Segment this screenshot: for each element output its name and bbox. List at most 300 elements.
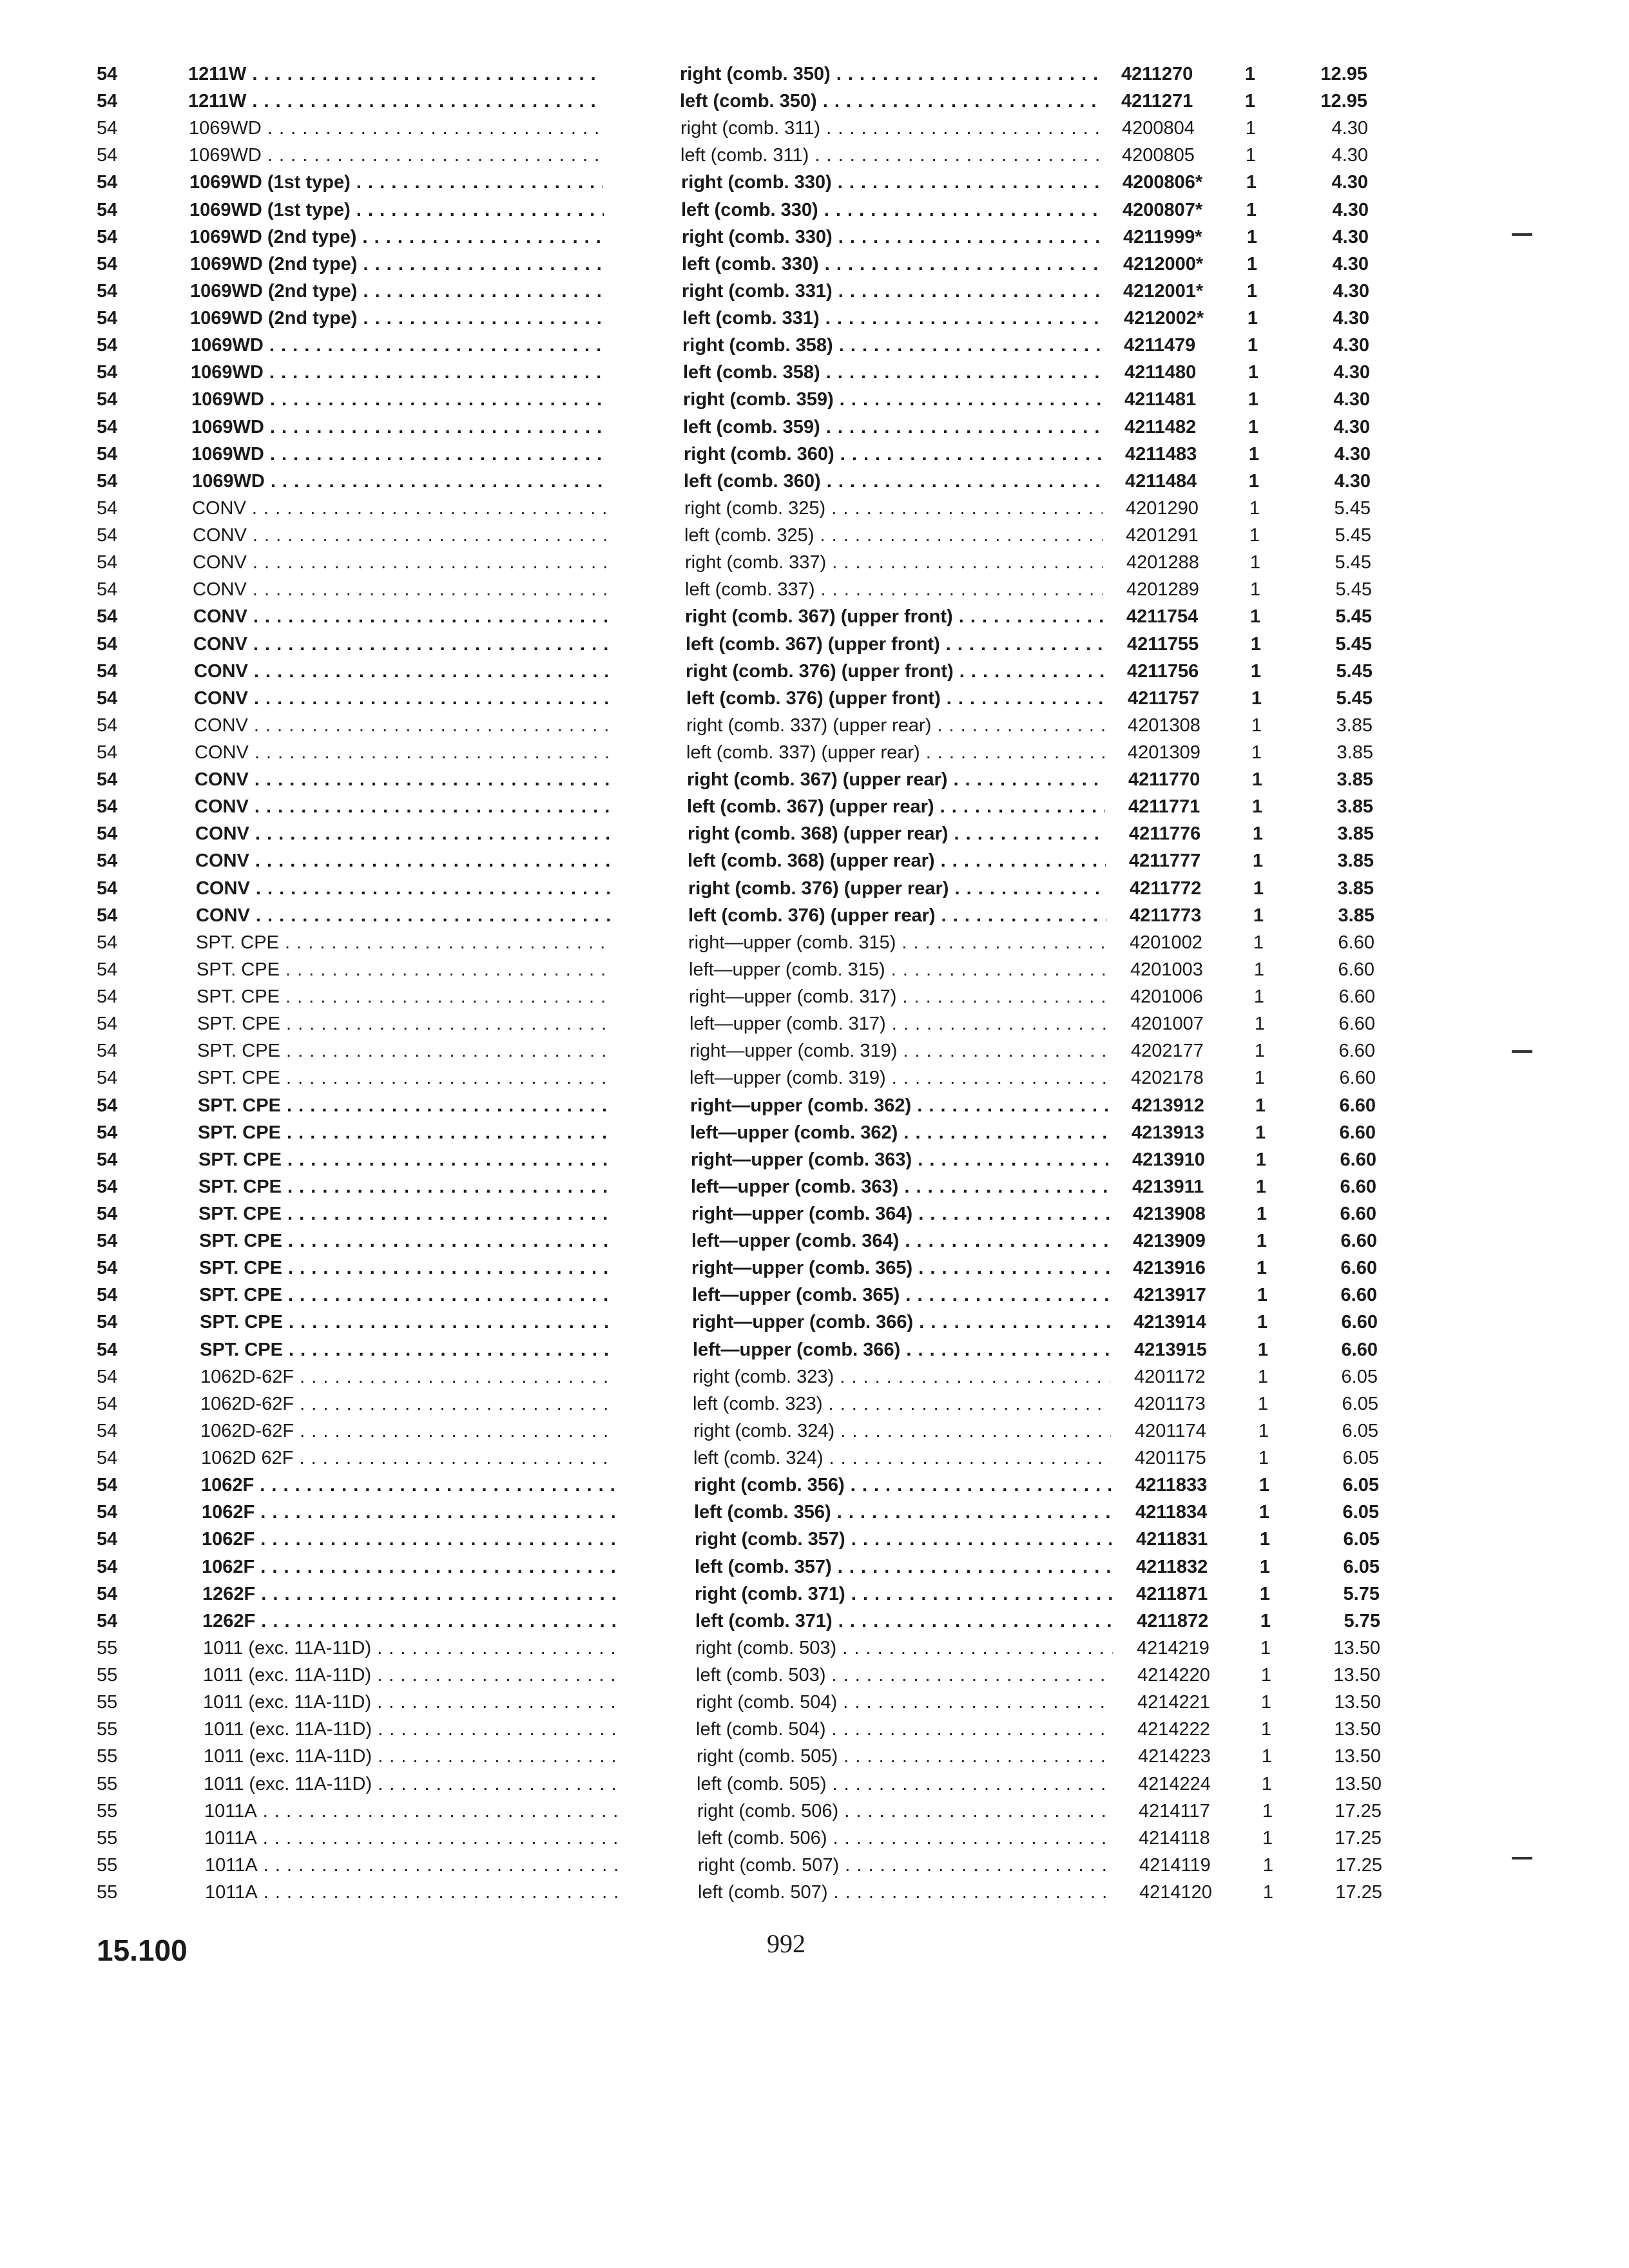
model-name: SPT. CPE . . .: [197, 984, 611, 1010]
model-name: 1062F . . .: [202, 1554, 616, 1581]
price: 6.60: [1340, 1231, 1377, 1251]
model-year: 55: [97, 1692, 118, 1713]
part-number: 4214220: [1137, 1665, 1210, 1686]
model-year: 54: [97, 850, 118, 871]
part-number: 4214119: [1139, 1855, 1211, 1876]
part-number: 4211754: [1126, 606, 1199, 627]
model-name: 1069WD (1st type) . . .: [189, 197, 604, 224]
quantity: 1: [1258, 1421, 1269, 1441]
model-year: 54: [97, 91, 118, 111]
price: 4.30: [1334, 444, 1371, 465]
quantity: 1: [1256, 1204, 1268, 1224]
quantity: 1: [1251, 688, 1262, 709]
table-row: [0, 713, 1629, 739]
quantity: 1: [1259, 1584, 1271, 1604]
table-row: [0, 658, 1629, 685]
price: 3.85: [1336, 769, 1373, 790]
model-name: SPT. CPE . . .: [197, 1038, 611, 1064]
quantity: 1: [1251, 715, 1262, 736]
model-year: 54: [97, 254, 118, 274]
part-number: 4212001*: [1123, 281, 1204, 302]
price: 17.25: [1335, 1855, 1382, 1876]
quantity: 1: [1261, 1774, 1273, 1794]
table-row: [0, 984, 1629, 1010]
part-description: right—upper (comb. 365) . . .: [691, 1255, 1109, 1282]
model-year: 54: [97, 1475, 118, 1495]
part-description: right (comb. 330) . . .: [682, 224, 1100, 251]
section-number: 15.100: [97, 1934, 188, 1967]
quantity: 1: [1258, 1448, 1269, 1468]
part-number: 4211270: [1121, 64, 1193, 84]
model-name: SPT. CPE . . .: [196, 930, 610, 956]
part-number: 4213916: [1133, 1258, 1206, 1278]
table-row: [0, 1689, 1629, 1716]
quantity: 1: [1249, 579, 1261, 600]
quantity: 1: [1256, 1231, 1268, 1251]
model-name: CONV . . .: [195, 767, 609, 793]
table-row: [0, 930, 1629, 956]
quantity: 1: [1246, 172, 1257, 193]
table-row: [0, 1201, 1629, 1227]
price: 12.95: [1320, 91, 1367, 111]
part-description: left—upper (comb. 317) . . .: [689, 1011, 1107, 1037]
model-name: 1062D-62F . . .: [200, 1391, 614, 1418]
part-number: 4211772: [1130, 878, 1202, 899]
model-name: 1062D 62F . . .: [201, 1445, 615, 1472]
quantity: 1: [1255, 1149, 1267, 1170]
quantity: 1: [1248, 362, 1259, 383]
table-row: [0, 550, 1629, 576]
price: 5.45: [1335, 552, 1371, 573]
part-description: left (comb. 504) . . .: [696, 1716, 1113, 1743]
model-name: CONV . . .: [193, 523, 606, 549]
quantity: 1: [1257, 1367, 1269, 1387]
margin-mark: [1512, 233, 1532, 236]
table-row: [0, 1526, 1629, 1553]
part-number: 4211777: [1129, 850, 1201, 871]
table-row: [0, 142, 1629, 169]
table-row: [0, 1011, 1629, 1037]
quantity: 1: [1254, 1068, 1266, 1088]
model-year: 54: [97, 389, 118, 410]
part-description: right (comb. 503) . . .: [695, 1635, 1113, 1662]
model-year: 54: [97, 552, 118, 573]
table-row: [0, 1635, 1629, 1662]
table-row: [0, 1554, 1629, 1581]
table-row: [0, 876, 1629, 902]
model-name: 1011 (exc. 11A-11D) . . .: [204, 1744, 617, 1770]
part-description: right (comb. 311) . . .: [680, 115, 1099, 142]
price: 6.60: [1340, 1177, 1376, 1197]
quantity: 1: [1253, 986, 1265, 1007]
model-name: SPT. CPE . . .: [198, 1120, 612, 1146]
part-number: 4201291: [1126, 525, 1199, 546]
model-year: 54: [97, 471, 118, 492]
model-year: 54: [97, 335, 118, 356]
part-number: 4213914: [1133, 1312, 1206, 1332]
quantity: 1: [1248, 444, 1260, 465]
price: 17.25: [1335, 1828, 1382, 1849]
price: 3.85: [1338, 905, 1374, 926]
price: 13.50: [1333, 1638, 1380, 1658]
model-name: 1011A . . .: [205, 1852, 619, 1879]
part-description: left—upper (comb. 365) . . .: [692, 1282, 1110, 1309]
model-name: CONV . . .: [196, 903, 610, 929]
part-description: left (comb. 367) (upper front) . . .: [686, 631, 1104, 658]
price: 4.30: [1333, 281, 1369, 302]
model-name: 1062D-62F . . .: [200, 1364, 614, 1390]
table-row: [0, 1337, 1629, 1363]
part-number: 4214222: [1137, 1719, 1210, 1740]
model-name: 1069WD . . .: [191, 387, 605, 413]
part-number: 4201309: [1128, 742, 1200, 763]
table-row: [0, 1120, 1629, 1146]
model-name: 1011 (exc. 11A-11D) . . .: [204, 1771, 618, 1798]
part-number: 4212000*: [1123, 254, 1204, 274]
model-name: 1069WD . . .: [189, 142, 603, 169]
table-row: [0, 577, 1629, 603]
model-year: 54: [97, 823, 118, 844]
model-name: SPT. CPE . . .: [198, 1147, 612, 1173]
model-name: CONV . . .: [193, 577, 607, 603]
price: 5.45: [1335, 606, 1372, 627]
part-description: left (comb. 323) . . .: [693, 1391, 1110, 1418]
price: 3.85: [1336, 715, 1373, 736]
model-year: 54: [97, 742, 118, 763]
model-year: 54: [97, 118, 118, 139]
price: 6.60: [1341, 1340, 1378, 1360]
quantity: 1: [1262, 1855, 1274, 1876]
part-number: 4201290: [1126, 498, 1199, 519]
margin-mark: [1512, 1050, 1532, 1053]
quantity: 1: [1255, 1095, 1266, 1116]
price: 17.25: [1335, 1882, 1382, 1903]
part-number: 4211771: [1128, 796, 1200, 817]
part-number: 4211773: [1130, 905, 1202, 926]
part-number: 4211756: [1127, 661, 1199, 682]
part-description: left (comb. 360) . . .: [684, 468, 1103, 495]
model-name: 1069WD . . .: [192, 468, 606, 495]
model-name: CONV . . .: [195, 740, 608, 766]
model-name: 1262F . . .: [202, 1581, 616, 1608]
quantity: 1: [1262, 1828, 1273, 1849]
model-year: 54: [97, 1204, 118, 1224]
price: 6.60: [1339, 1122, 1376, 1143]
price: 4.30: [1332, 200, 1369, 220]
model-year: 54: [97, 1448, 118, 1468]
price: 6.60: [1338, 932, 1374, 953]
part-number: 4214221: [1137, 1692, 1210, 1713]
price: 5.45: [1335, 525, 1371, 546]
price: 6.60: [1338, 1041, 1375, 1061]
part-number: 4200806*: [1123, 172, 1203, 193]
price: 6.60: [1340, 1258, 1377, 1278]
quantity: 1: [1251, 769, 1263, 790]
model-name: 1011 (exc. 11A-11D) . . .: [203, 1635, 617, 1662]
table-row: [0, 360, 1629, 386]
part-number: 4201308: [1128, 715, 1200, 736]
model-year: 54: [97, 1068, 118, 1088]
part-description: right (comb. 368) (upper rear) . . .: [688, 821, 1105, 847]
model-year: 55: [97, 1855, 118, 1876]
part-description: right—upper (comb. 366) . . .: [692, 1309, 1110, 1336]
model-name: CONV . . .: [195, 821, 609, 847]
part-number: 4213911: [1132, 1177, 1204, 1197]
price: 13.50: [1334, 1692, 1381, 1713]
model-name: SPT. CPE . . .: [199, 1282, 613, 1309]
part-description: left (comb. 311) . . .: [680, 142, 1099, 169]
model-name: 1011A . . .: [204, 1825, 618, 1852]
part-description: left (comb. 325) . . .: [684, 523, 1103, 549]
table-row: [0, 1608, 1629, 1635]
part-description: left (comb. 350) . . .: [680, 88, 1099, 115]
price: 3.85: [1336, 742, 1373, 763]
quantity: 1: [1257, 1340, 1269, 1360]
table-row: [0, 169, 1629, 196]
table-row: [0, 767, 1629, 793]
price: 3.85: [1337, 850, 1374, 871]
table-row: [0, 1228, 1629, 1254]
part-description: left (comb. 503) . . .: [696, 1662, 1113, 1689]
model-name: 1211W . . .: [188, 61, 602, 88]
part-description: right (comb. 507) . . .: [698, 1852, 1115, 1879]
table-row: [0, 848, 1629, 874]
model-year: 54: [97, 417, 118, 437]
quantity: 1: [1253, 932, 1264, 953]
model-year: 54: [97, 1122, 118, 1143]
part-description: right—upper (comb. 364) . . .: [691, 1201, 1109, 1227]
part-description: left—upper (comb. 364) . . .: [691, 1228, 1109, 1254]
model-name: 1069WD (2nd type) . . .: [189, 224, 604, 251]
quantity: 1: [1249, 525, 1260, 546]
table-row: [0, 332, 1629, 359]
table-row: [0, 1309, 1629, 1336]
quantity: 1: [1246, 227, 1258, 247]
part-number: 4211776: [1129, 823, 1201, 844]
table-row: [0, 794, 1629, 820]
table-row: [0, 1472, 1629, 1499]
model-name: SPT. CPE . . .: [200, 1337, 614, 1363]
table-row: [0, 1038, 1629, 1064]
model-name: SPT. CPE . . .: [197, 1011, 611, 1037]
table-row: [0, 1744, 1629, 1770]
quantity: 1: [1246, 200, 1257, 220]
price: 6.60: [1340, 1285, 1377, 1305]
model-year: 54: [97, 1312, 118, 1332]
table-row: [0, 1662, 1629, 1689]
model-name: 1011 (exc. 11A-11D) . . .: [204, 1716, 617, 1743]
part-description: right (comb. 358) . . .: [682, 332, 1101, 359]
part-description: left (comb. 331) . . .: [682, 305, 1101, 332]
model-year: 54: [97, 1285, 118, 1305]
part-number: 4213910: [1132, 1149, 1205, 1170]
model-year: 54: [97, 661, 118, 682]
price: 3.85: [1337, 878, 1374, 899]
part-description: left (comb. 368) (upper rear) . . .: [688, 848, 1106, 874]
model-name: CONV . . .: [193, 631, 608, 658]
part-description: right (comb. 323) . . .: [693, 1364, 1110, 1390]
price: 5.45: [1335, 634, 1372, 655]
table-row: [0, 1798, 1629, 1825]
model-name: CONV . . .: [196, 876, 610, 902]
model-name: 1011 (exc. 11A-11D) . . .: [203, 1689, 617, 1716]
model-year: 54: [97, 1149, 118, 1170]
model-year: 54: [97, 1258, 118, 1278]
quantity: 1: [1254, 1041, 1266, 1061]
model-name: SPT. CPE . . .: [198, 1201, 613, 1227]
model-name: 1211W . . .: [188, 88, 602, 115]
part-description: right (comb. 356) . . .: [694, 1472, 1111, 1499]
model-name: CONV . . .: [194, 713, 608, 739]
part-number: 4211872: [1137, 1611, 1209, 1631]
price: 13.50: [1334, 1746, 1381, 1767]
model-year: 55: [97, 1638, 118, 1658]
table-row: [0, 523, 1629, 549]
part-description: left (comb. 330) . . .: [681, 197, 1100, 224]
part-description: left (comb. 506) . . .: [697, 1825, 1114, 1852]
part-description: left (comb. 359) . . .: [683, 414, 1102, 441]
part-number: 4213917: [1133, 1285, 1206, 1305]
quantity: 1: [1253, 959, 1265, 980]
quantity: 1: [1257, 1285, 1268, 1305]
price: 5.45: [1336, 688, 1373, 709]
part-description: right—upper (comb. 315) . . .: [688, 930, 1106, 956]
quantity: 1: [1246, 254, 1258, 274]
quantity: 1: [1245, 145, 1257, 166]
table-row: [0, 305, 1629, 332]
part-description: left—upper (comb. 366) . . .: [693, 1337, 1110, 1363]
table-row: [0, 1282, 1629, 1309]
table-row: [0, 1255, 1629, 1282]
price: 6.05: [1342, 1502, 1379, 1523]
model-year: 54: [97, 1231, 118, 1251]
quantity: 1: [1259, 1529, 1271, 1550]
price: 6.60: [1338, 959, 1374, 980]
part-number: 4211271: [1121, 91, 1193, 111]
model-year: 54: [97, 525, 118, 546]
part-description: left—upper (comb. 319) . . .: [689, 1065, 1108, 1091]
quantity: 1: [1260, 1638, 1271, 1658]
part-description: right—upper (comb. 317) . . .: [689, 984, 1107, 1010]
model-year: 54: [97, 281, 118, 302]
model-year: 54: [97, 1529, 118, 1550]
quantity: 1: [1247, 335, 1258, 356]
part-description: right—upper (comb. 363) . . .: [691, 1147, 1108, 1173]
quantity: 1: [1254, 1014, 1266, 1034]
part-description: right (comb. 367) (upper front) . . .: [685, 604, 1103, 630]
part-description: right (comb. 359) . . .: [683, 387, 1101, 413]
part-description: left (comb. 507) . . .: [698, 1879, 1115, 1906]
table-row: [0, 468, 1629, 495]
part-number: 4211770: [1128, 769, 1200, 790]
table-row: [0, 115, 1629, 142]
model-year: 54: [97, 878, 118, 899]
model-name: CONV . . .: [195, 848, 610, 874]
part-description: right (comb. 331) . . .: [682, 278, 1101, 305]
table-row: [0, 278, 1629, 305]
part-description: left—upper (comb. 315) . . .: [689, 957, 1106, 983]
part-number: 4213912: [1132, 1095, 1204, 1116]
price: 6.05: [1343, 1529, 1380, 1550]
model-name: 1069WD . . .: [189, 115, 603, 142]
price: 3.85: [1336, 796, 1373, 817]
table-row: [0, 1581, 1629, 1608]
model-name: 1069WD . . .: [191, 360, 605, 386]
part-number: 4211834: [1135, 1502, 1208, 1523]
quantity: 1: [1262, 1882, 1274, 1903]
model-name: 1011A . . .: [204, 1798, 618, 1825]
part-number: 4201288: [1126, 552, 1199, 573]
model-name: SPT. CPE . . .: [198, 1093, 612, 1119]
price: 12.95: [1320, 64, 1367, 84]
quantity: 1: [1259, 1557, 1271, 1577]
part-description: left—upper (comb. 362) . . .: [690, 1120, 1108, 1146]
part-description: right (comb. 337) . . .: [685, 550, 1103, 576]
model-year: 54: [97, 200, 118, 220]
quantity: 1: [1257, 1312, 1268, 1332]
part-number: 4211480: [1124, 362, 1197, 383]
part-description: right (comb. 350) . . .: [680, 61, 1099, 88]
part-number: 4211871: [1136, 1584, 1208, 1604]
table-row: [0, 1391, 1629, 1418]
part-number: 4201002: [1130, 932, 1202, 953]
page-number: 992: [767, 1929, 805, 1958]
part-number: 4211833: [1135, 1475, 1208, 1495]
model-year: 54: [97, 1340, 118, 1360]
margin-mark: [1512, 1857, 1532, 1860]
model-year: 54: [97, 498, 118, 519]
table-row: [0, 1445, 1629, 1472]
part-number: 4211481: [1124, 389, 1197, 410]
part-number: 4201173: [1134, 1394, 1206, 1414]
model-year: 55: [97, 1828, 118, 1849]
model-name: SPT. CPE . . .: [197, 957, 610, 983]
part-number: 4211484: [1125, 471, 1197, 492]
model-name: 1262F . . .: [202, 1608, 616, 1635]
model-year: 54: [97, 227, 118, 247]
part-description: right (comb. 376) (upper front) . . .: [686, 658, 1104, 685]
model-name: 1069WD (2nd type) . . .: [190, 278, 604, 305]
table-row: [0, 224, 1629, 251]
part-description: right (comb. 376) (upper rear) . . .: [688, 876, 1106, 902]
part-number: 4214120: [1139, 1882, 1212, 1903]
quantity: 1: [1258, 1475, 1270, 1495]
part-description: right (comb. 367) (upper rear) . . .: [687, 767, 1105, 793]
price: 4.30: [1333, 362, 1370, 383]
table-row: [0, 631, 1629, 658]
model-name: 1011 (exc. 11A-11D) . . .: [203, 1662, 617, 1689]
part-description: left (comb. 356) . . .: [694, 1499, 1112, 1526]
quantity: 1: [1252, 823, 1264, 844]
price: 6.05: [1342, 1421, 1378, 1441]
price: 4.30: [1333, 308, 1369, 329]
model-year: 54: [97, 1367, 118, 1387]
price: 5.75: [1344, 1611, 1380, 1631]
part-number: 4211757: [1128, 688, 1200, 709]
price: 5.45: [1335, 579, 1372, 600]
table-row: [0, 1174, 1629, 1200]
price: 5.75: [1343, 1584, 1380, 1604]
model-name: 1062F . . .: [202, 1499, 615, 1526]
table-row: [0, 1418, 1629, 1445]
quantity: 1: [1249, 606, 1261, 627]
price: 4.30: [1331, 172, 1368, 193]
model-name: SPT. CPE . . .: [199, 1255, 613, 1282]
model-year: 54: [97, 1014, 118, 1034]
model-name: SPT. CPE . . .: [198, 1174, 612, 1200]
table-row: [0, 61, 1629, 88]
model-name: 1062D-62F . . .: [200, 1418, 615, 1445]
